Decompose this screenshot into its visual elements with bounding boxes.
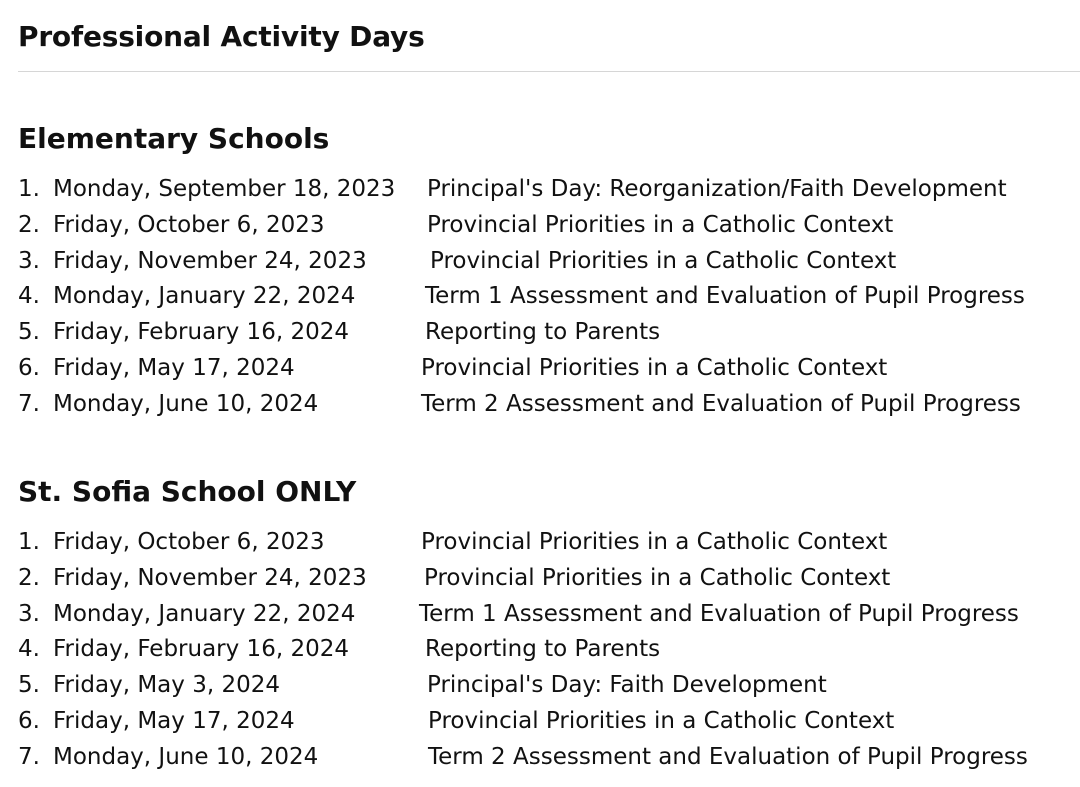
item-number: 4. xyxy=(18,283,40,310)
item-description: Term 2 Assessment and Evaluation of Pupil Progress xyxy=(421,390,1021,417)
list-item xyxy=(0,172,1080,208)
item-description: Provincial Priorities in a Catholic Context xyxy=(427,211,894,238)
item-date: Friday, February 16, 2024 xyxy=(53,636,349,663)
item-date: Friday, May 17, 2024 xyxy=(53,707,295,734)
elementary-pa-days-list xyxy=(0,172,1080,423)
item-number: 3. xyxy=(18,247,40,274)
list-item xyxy=(0,244,1080,280)
item-number: 7. xyxy=(18,743,40,770)
item-description: Principal's Day: Reorganization/Faith Development xyxy=(427,176,1007,202)
list-item xyxy=(0,561,1080,597)
item-description: Provincial Priorities in a Catholic Context xyxy=(421,529,888,555)
item-date: Friday, October 6, 2023 xyxy=(53,211,325,238)
list-item xyxy=(0,351,1080,387)
item-date: Friday, October 6, 2023 xyxy=(53,529,325,555)
section-title-st-sofia: St. Sofia School ONLY xyxy=(18,475,357,508)
list-item xyxy=(0,632,1080,668)
title-divider xyxy=(18,71,1080,72)
item-description: Provincial Priorities in a Catholic Context xyxy=(430,247,897,274)
item-description: Term 2 Assessment and Evaluation of Pupil Progress xyxy=(428,743,1028,770)
item-number: 4. xyxy=(18,636,40,663)
list-item xyxy=(0,740,1080,776)
item-number: 5. xyxy=(18,319,40,346)
item-number: 2. xyxy=(18,211,40,238)
item-number: 5. xyxy=(18,672,40,699)
item-date: Monday, January 22, 2024 xyxy=(53,283,356,310)
item-date: Friday, November 24, 2023 xyxy=(53,564,367,591)
st-sofia-pa-days-list xyxy=(0,525,1080,776)
item-number: 1. xyxy=(18,176,40,202)
item-date: Monday, September 18, 2023 xyxy=(53,176,396,202)
item-date: Friday, May 3, 2024 xyxy=(53,672,280,699)
list-item xyxy=(0,668,1080,704)
item-date: Friday, May 17, 2024 xyxy=(53,354,295,381)
list-item xyxy=(0,208,1080,244)
item-description: Provincial Priorities in a Catholic Context xyxy=(421,354,888,381)
list-item xyxy=(0,387,1080,423)
list-item xyxy=(0,525,1080,561)
item-number: 7. xyxy=(18,390,40,417)
item-number: 3. xyxy=(18,600,40,627)
item-date: Friday, February 16, 2024 xyxy=(53,319,349,346)
item-description: Reporting to Parents xyxy=(425,319,661,346)
item-description: Provincial Priorities in a Catholic Context xyxy=(428,707,895,734)
list-item xyxy=(0,315,1080,351)
item-description: Principal's Day: Faith Development xyxy=(427,672,827,699)
list-item xyxy=(0,597,1080,633)
item-description: Provincial Priorities in a Catholic Context xyxy=(424,564,891,591)
item-number: 2. xyxy=(18,564,40,591)
item-date: Monday, June 10, 2024 xyxy=(53,390,319,417)
item-description: Term 1 Assessment and Evaluation of Pupil Progress xyxy=(419,600,1019,627)
item-date: Monday, January 22, 2024 xyxy=(53,600,356,627)
list-item xyxy=(0,279,1080,315)
item-date: Monday, June 10, 2024 xyxy=(53,743,319,770)
item-description: Reporting to Parents xyxy=(425,636,661,663)
item-number: 1. xyxy=(18,529,40,555)
item-number: 6. xyxy=(18,354,40,381)
item-number: 6. xyxy=(18,707,40,734)
item-date: Friday, November 24, 2023 xyxy=(53,247,367,274)
page-title: Professional Activity Days xyxy=(18,20,425,53)
item-description: Term 1 Assessment and Evaluation of Pupil Progress xyxy=(425,283,1025,310)
section-title-elementary: Elementary Schools xyxy=(18,122,330,155)
list-item xyxy=(0,704,1080,740)
